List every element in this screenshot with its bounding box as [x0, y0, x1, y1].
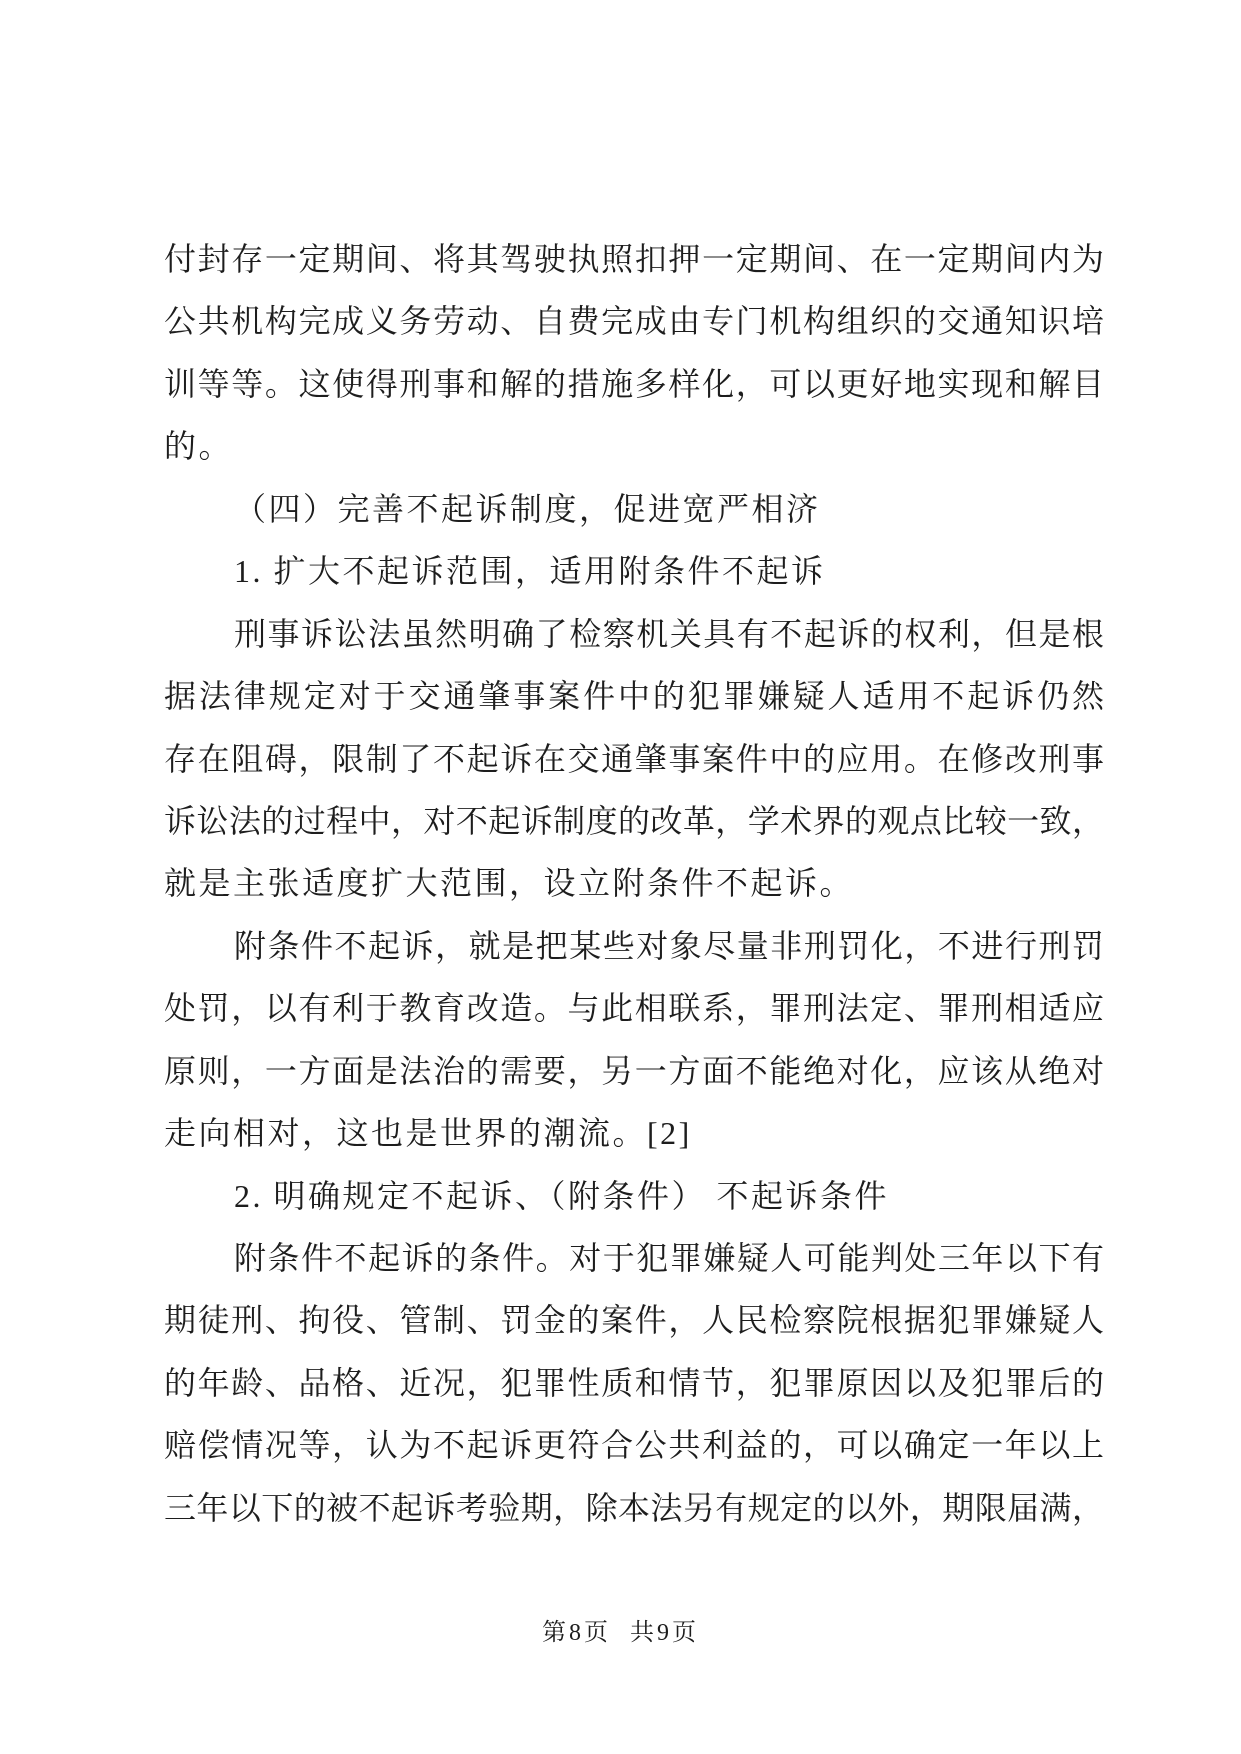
text-line: 1. 扩大不起诉范围，适用附条件不起诉: [234, 553, 826, 590]
text-line: 诉讼法的过程中，对不起诉制度的改革，学术界的观点比较一致，: [164, 802, 1104, 839]
text-line: 处罚，以有利于教育改造。与此相联系，罪刑法定、罪刑相适应: [164, 990, 1104, 1027]
text-line: 走向相对，这也是世界的潮流。[2]: [164, 1115, 692, 1152]
page-number-label: 第8页 共9页: [542, 1620, 699, 1646]
text-line: 的。: [164, 428, 234, 465]
text-line: 期徒刑、拘役、管制、罚金的案件，人民检察院根据犯罪嫌疑人: [164, 1302, 1104, 1339]
text-line: 公共机构完成义务劳动、自费完成由专门机构组织的交通知识培: [164, 303, 1104, 340]
text-line: 的年龄、品格、近况，犯罪性质和情节，犯罪原因以及犯罪后的: [164, 1364, 1104, 1401]
text-line: （四）完善不起诉制度，促进宽严相济: [234, 490, 821, 527]
text-line: 三年以下的被不起诉考验期，除本法另有规定的以外，期限届满，: [164, 1489, 1104, 1526]
text-line: 据法律规定对于交通肇事案件中的犯罪嫌疑人适用不起诉仍然: [164, 678, 1104, 715]
text-line: 存在阻碍，限制了不起诉在交通肇事案件中的应用。在修改刑事: [164, 740, 1104, 777]
text-line: 就是主张适度扩大范围，设立附条件不起诉。: [164, 865, 855, 902]
text-line: 附条件不起诉的条件。对于犯罪嫌疑人可能判处三年以下有: [234, 1240, 1104, 1276]
text-line: 赔偿情况等，认为不起诉更符合公共利益的，可以确定一年以上: [164, 1427, 1104, 1464]
document-body: [164, 228, 1104, 1539]
text-line: 付封存一定期间、将其驾驶执照扣押一定期间、在一定期间内为: [164, 241, 1104, 277]
text-line: 附条件不起诉，就是把某些对象尽量非刑罚化，不进行刑罚: [234, 927, 1104, 964]
text-line: 2. 明确规定不起诉、（附条件） 不起诉条件: [234, 1177, 890, 1214]
text-line: 训等等。这使得刑事和解的措施多样化，可以更好地实现和解目: [164, 365, 1104, 402]
text-line: 原则，一方面是法治的需要，另一方面不能绝对化，应该从绝对: [164, 1052, 1104, 1089]
page-footer: [0, 1612, 1241, 1647]
text-line: 刑事诉讼法虽然明确了检察机关具有不起诉的权利，但是根: [234, 615, 1104, 652]
